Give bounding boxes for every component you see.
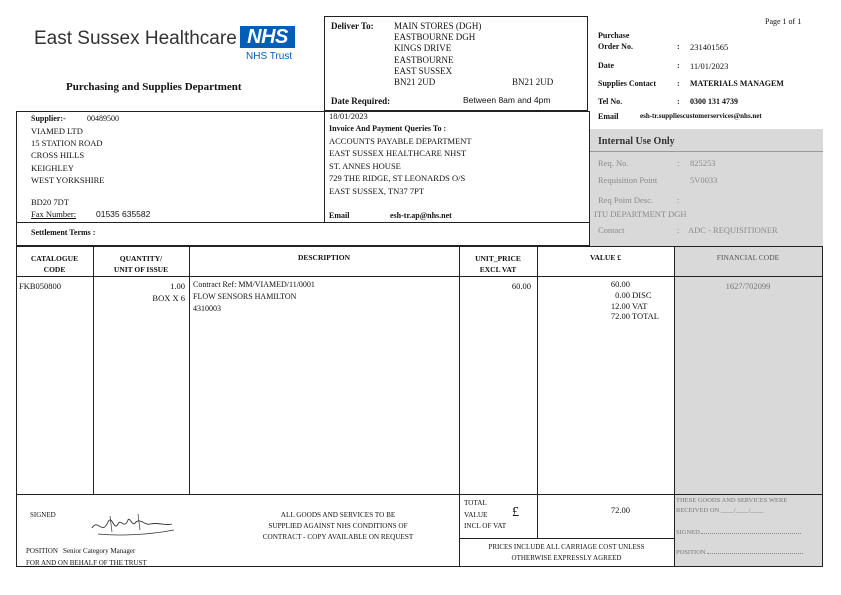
req-desc-value: ITU DEPARTMENT DGH: [594, 209, 687, 219]
address-line: MAIN STORES (DGH): [394, 21, 482, 31]
address-line: ST. ANNES HOUSE: [329, 160, 401, 171]
cell-description: Contract Ref: MM/VIAMED/11/0001 FLOW SENSORS HAMILTON 4310003: [193, 280, 315, 313]
org-name: East Sussex Healthcare: [34, 28, 237, 49]
total-label: TOTAL VALUE INCL OF VAT: [464, 499, 507, 530]
supplier-address: [31, 125, 104, 186]
address-line: KINGS DRIVE: [394, 43, 452, 54]
tel-label: Tel No.: [598, 97, 623, 106]
cell-unit-price: 60.00: [511, 281, 531, 291]
value-line: 12.00 VAT: [610, 300, 648, 311]
invoice-email-label: Email: [329, 211, 350, 220]
trust-label: NHS Trust: [246, 51, 293, 62]
order-date-label: Date: [598, 61, 614, 70]
address-line: BN21 2UD: [394, 77, 436, 88]
received-note: THESE GOODS AND SERVICES WERE RECEIVED ON ____/____/____: [676, 497, 788, 514]
order-no-value: 231401565: [690, 42, 729, 52]
order-date-value: 11/01/2023: [690, 61, 729, 71]
position-value: Senior Category Manager: [63, 547, 136, 555]
address-line: ACCOUNTS PAYABLE DEPARTMENT: [329, 136, 472, 146]
req-desc-label: Req Point Desc.: [598, 195, 654, 205]
address-line: EAST SUSSEX HEALTHCARE NHST: [329, 148, 467, 159]
address-line: 15 STATION ROAD: [31, 138, 103, 149]
department-title: Purchasing and Supplies Department: [66, 81, 242, 93]
nhs-logo: NHS: [240, 26, 295, 48]
total-value: 72.00: [610, 505, 630, 515]
supplies-contact-label: Supplies Contact: [598, 79, 657, 88]
order-email-label: Email: [598, 112, 619, 121]
purchase-label: Purchase: [598, 31, 630, 40]
internal-contact-value: ADC - REQUISITIONER: [688, 225, 778, 235]
col-header-value: VALUE £: [590, 253, 621, 262]
received-position: POSITION: [676, 549, 803, 556]
conditions-text: ALL GOODS AND SERVICES TO BE SUPPLIED AGAINST NHS CONDITIONS OF CONTRACT - COPY AVAILABLE ON REQUEST: [262, 511, 414, 541]
supplier-code: 00489500: [87, 114, 119, 123]
cell-financial-code: 1627/702099: [725, 281, 771, 291]
order-no-label: Order No.: [598, 42, 633, 51]
value-line: 0.00 DISC: [615, 289, 652, 300]
col-header-catalogue: CATALOGUE CODE: [30, 254, 79, 274]
page-number: Page 1 of 1: [765, 17, 802, 26]
req-point-value: 5V0033: [690, 175, 718, 185]
invoice-email-value: esh-tr.ap@nhs.net: [390, 211, 452, 220]
req-point-label: Requisition Point: [598, 175, 658, 185]
carriage-note: PRICES INCLUDE ALL CARRIAGE COST UNLESS OTHERWISE EXPRESSLY AGREED: [488, 543, 645, 562]
req-no-value: 825253: [690, 158, 716, 168]
supplier-postcode: BD20 7DT: [31, 197, 70, 207]
internal-contact-label: Contact: [598, 225, 625, 235]
value-line: 72.00 TOTAL: [610, 311, 660, 322]
address-line: CROSS HILLS: [31, 150, 85, 161]
cell-catalogue: FKB050800: [19, 281, 62, 291]
col-header-unit-price: UNIT_PRICE EXCL VAT: [475, 254, 521, 274]
address-line: VIAMED LTD: [31, 126, 83, 136]
settlement-terms: Settlement Terms :: [31, 228, 96, 237]
address-line: WEST YORKSHIRE: [31, 174, 105, 185]
order-email-value: esh-tr.suppliescustomerservices@nhs.net: [640, 112, 762, 120]
cell-value: [578, 279, 659, 322]
tel-value: 0300 131 4739: [690, 97, 738, 106]
pound-sign: £: [512, 505, 519, 520]
fax-value: 01535 635582: [96, 209, 151, 219]
deliver-label: Deliver To:: [331, 21, 374, 31]
cell-quantity: 1.00: [170, 281, 185, 291]
deliver-address: [394, 21, 481, 88]
col-header-description: DESCRIPTION: [297, 253, 351, 262]
date-required-note: Between 8am and 4pm: [463, 95, 551, 105]
supplier-label: Supplier:-: [31, 114, 66, 123]
value-line: 60.00: [610, 279, 630, 289]
fax-label: Fax Number:: [31, 209, 77, 219]
date-required-value: 18/01/2023: [329, 111, 368, 121]
deliver-postcode: BN21 2UD: [512, 77, 554, 87]
behalf-label: FOR AND ON BEHALF OF THE TRUST: [26, 559, 147, 567]
cell-unit: BOX X 6: [152, 293, 185, 303]
supplies-contact-value: MATERIALS MANAGEM: [690, 79, 784, 88]
signed-label: SIGNED: [30, 511, 56, 519]
signature: [88, 510, 178, 538]
position-label: POSITION: [26, 547, 58, 555]
date-required-label: Date Required:: [331, 96, 391, 106]
internal-use-title: Internal Use Only: [598, 136, 675, 147]
col-header-financial: FINANCIAL CODE: [716, 253, 780, 262]
req-no-label: Req. No.: [598, 158, 629, 168]
address-line: 729 THE RIDGE, ST LEONARDS O/S: [329, 173, 466, 184]
received-signed: SIGNED: [676, 529, 801, 536]
invoice-heading: Invoice And Payment Queries To :: [329, 124, 447, 133]
col-header-quantity: QUANTITY/ UNIT OF ISSUE: [113, 254, 169, 274]
address-line: EASTBOURNE DGH: [394, 32, 476, 43]
invoice-address: [329, 135, 472, 197]
address-line: EAST SUSSEX: [394, 65, 453, 76]
address-line: KEIGHLEY: [31, 162, 74, 173]
address-line: EASTBOURNE: [394, 54, 454, 65]
address-line: EAST SUSSEX, TN37 7PT: [329, 185, 425, 196]
